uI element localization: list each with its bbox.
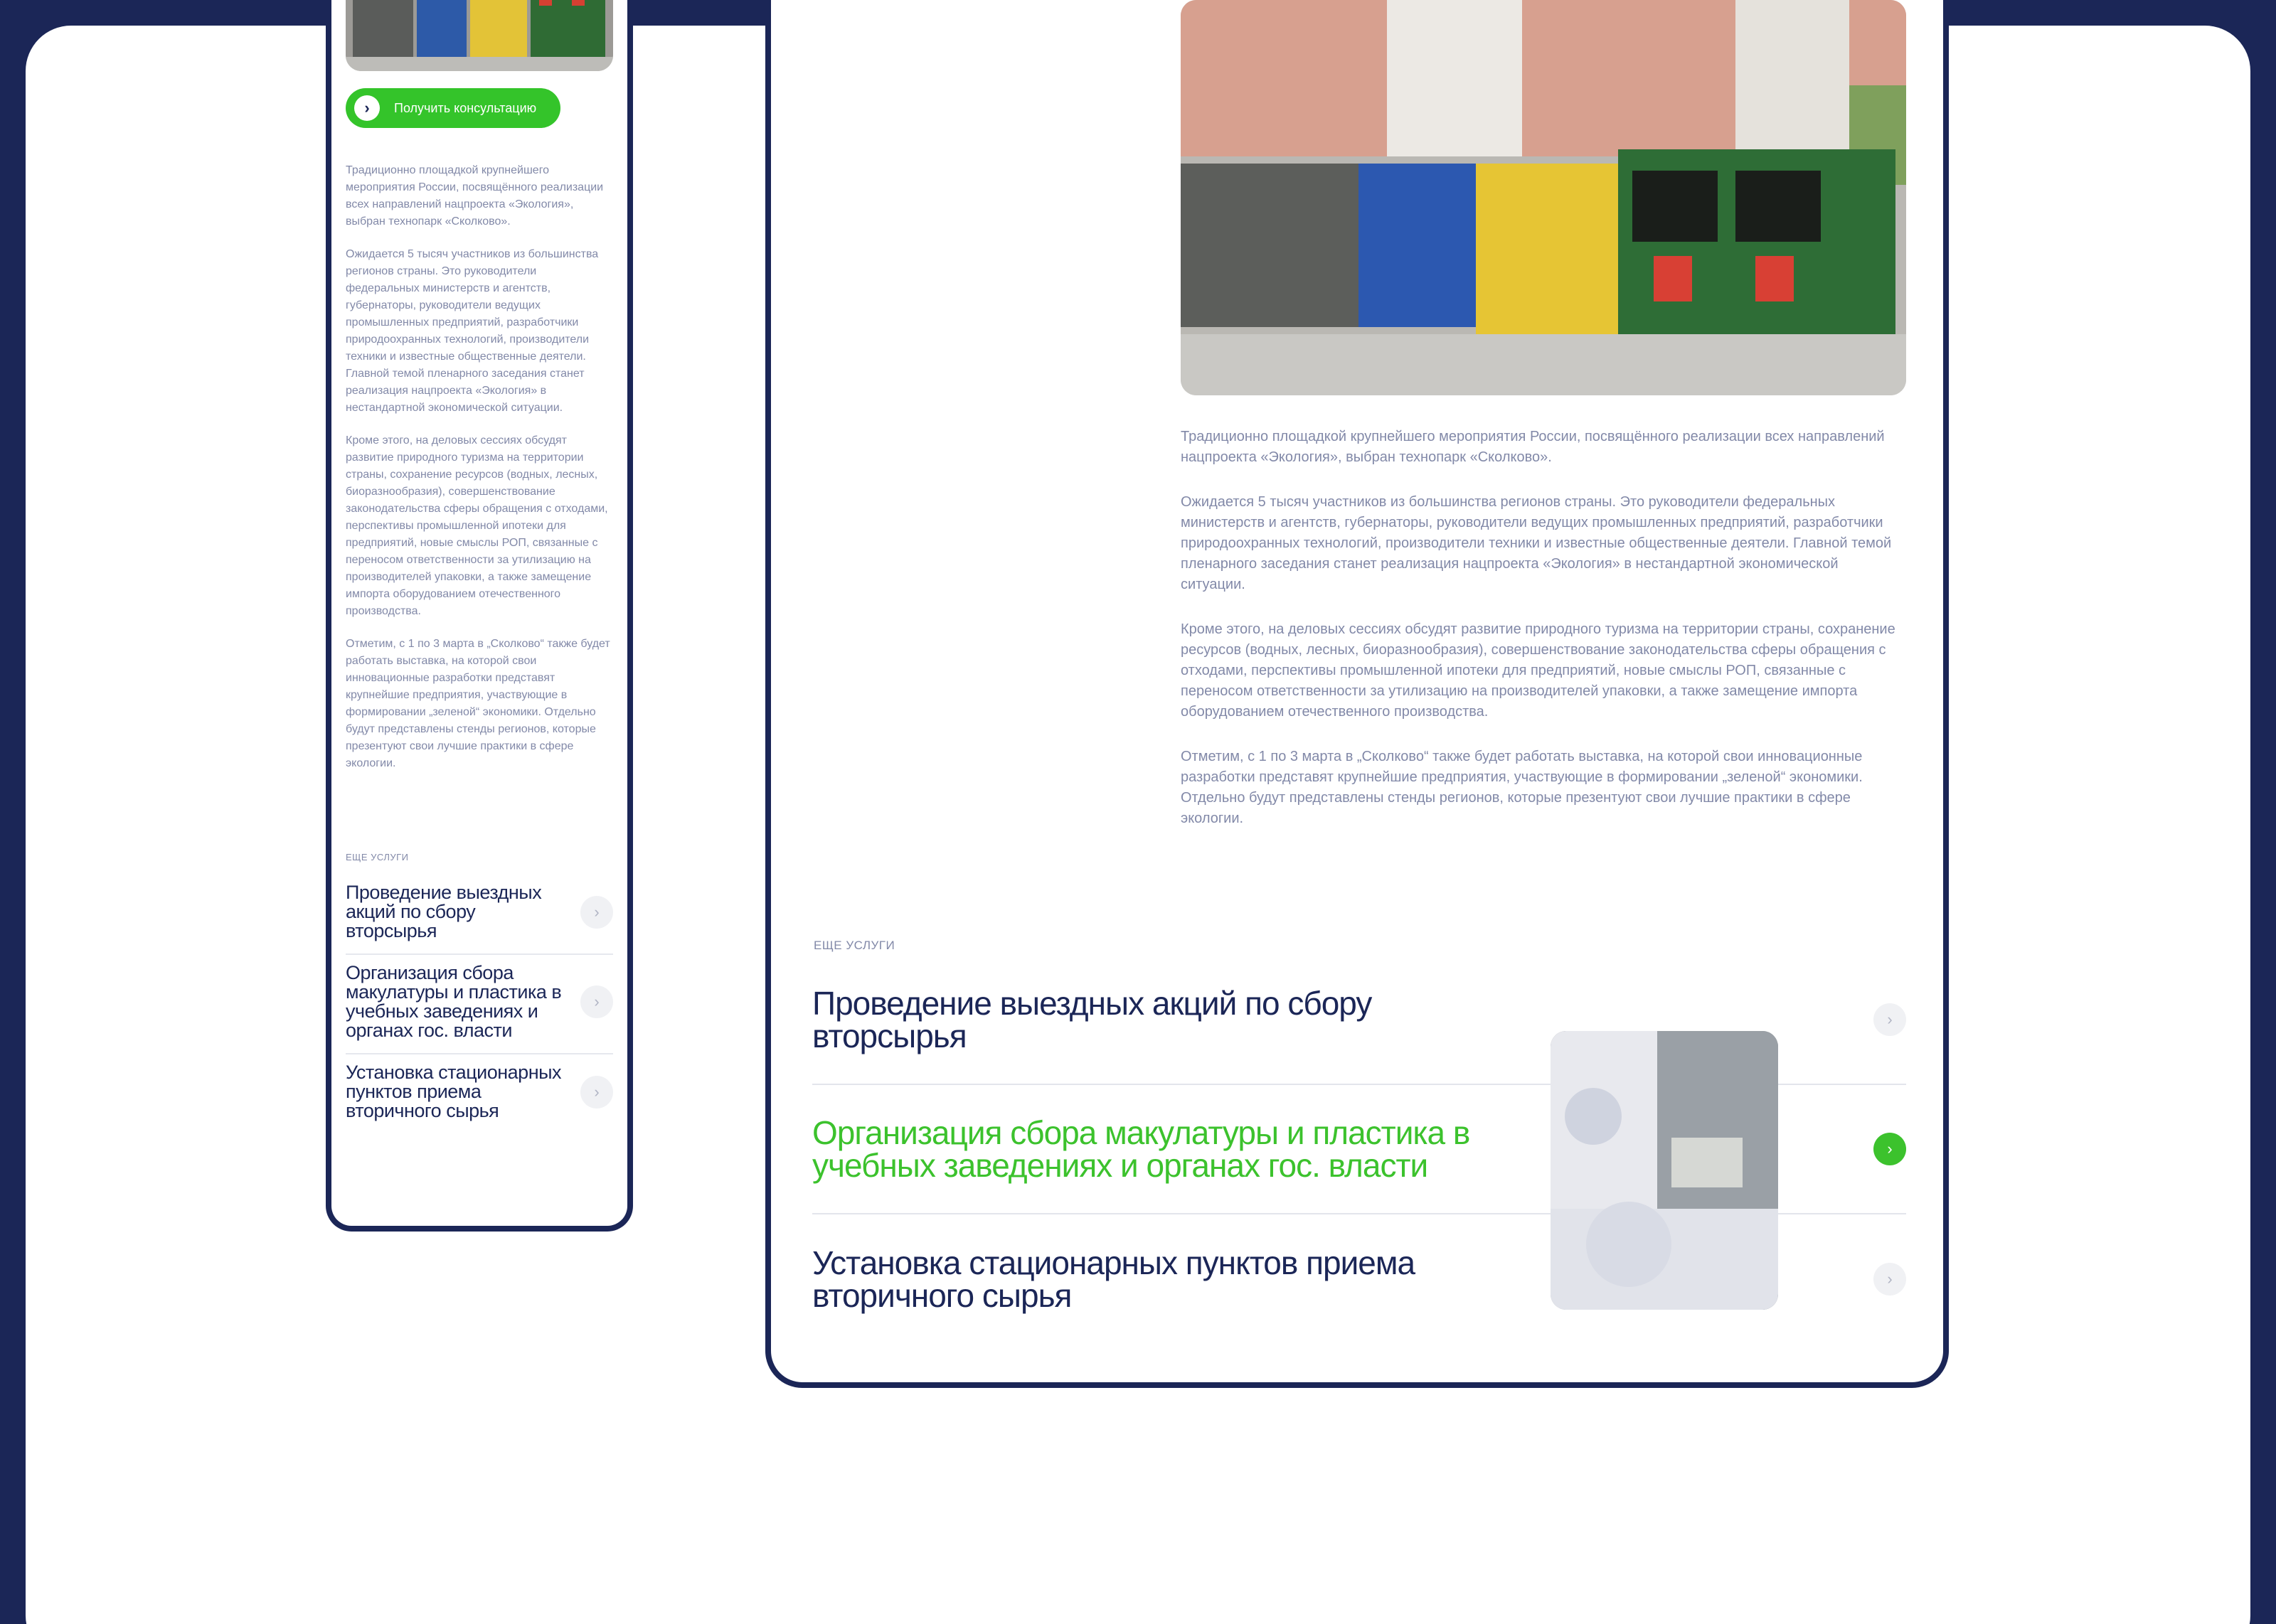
- service-preview-image: [1551, 1031, 1778, 1310]
- services-list: [346, 875, 613, 1133]
- service-title: Установка стационарных пунктов приема вторичного сырья: [812, 1244, 1415, 1314]
- more-services-label: ЕЩЕ УСЛУГИ: [814, 939, 895, 952]
- article-text: [1181, 427, 1906, 853]
- chevron-right-icon[interactable]: ›: [580, 896, 613, 929]
- desktop-mockup: [765, 0, 1949, 1388]
- service-title: Проведение выездных акций по сбору вторсырья: [346, 882, 542, 941]
- consult-button[interactable]: [346, 88, 560, 128]
- paragraph: Ожидается 5 тысяч участников из большинства регионов страны. Это руководители федеральных министерств и агентств, губернаторы, руководители ведущих промышленных предприятий, разработчики природоохранных технологий, производители техники и известные общественные деятели. Главной темой пленарного заседания станет реализация нацпроекта «Экология» в нестандартной экономической ситуации.: [1181, 494, 1892, 592]
- paragraph: Отметим, с 1 по 3 марта в „Сколково“ также будет работать выставка, на которой свои инновационные разработки представят крупнейшие предприятия, участвующие в формировании „зеленой“ экономики. Отдельно будут представлены стенды регионов, которые презентуют свои лучшие практики в сфере экологии.: [1181, 749, 1863, 826]
- chevron-right-icon[interactable]: ›: [580, 985, 613, 1018]
- service-item[interactable]: [346, 955, 613, 1054]
- paragraph: Традиционно площадкой крупнейшего мероприятия России, посвящённого реализации всех направлений нацпроекта «Экология», выбран технопарк «Сколково».: [1181, 429, 1885, 465]
- chevron-right-icon[interactable]: ›: [580, 1076, 613, 1109]
- service-title: Организация сбора макулатуры и пластика в учебных заведениях и органах гос. власти: [812, 1114, 1470, 1184]
- chevron-right-icon[interactable]: ›: [1873, 1133, 1906, 1165]
- service-title: Установка стационарных пунктов приема вторичного сырья: [346, 1062, 562, 1121]
- recycling-bins-photo: [1181, 0, 1906, 395]
- more-services-label: ЕЩЕ УСЛУГИ: [346, 852, 409, 862]
- article-text: [346, 162, 613, 788]
- service-item[interactable]: [346, 1054, 613, 1133]
- paragraph: Ожидается 5 тысяч участников из большинства регионов страны. Это руководители федеральных министерств и агентств, губернаторы, руководители ведущих промышленных предприятий, разработчики природоохранных технологий, производители техники и известные общественные деятели. Главной темой пленарного заседания станет реализация нацпроекта «Экология» в нестандартной экономической ситуации.: [346, 248, 599, 414]
- paragraph: Кроме этого, на деловых сессиях обсудят развитие природного туризма на территории страны, сохранение ресурсов (водных, лесных, биоразнообразия), совершенствование законодательства сферы обращения с отходами, перспективы промышленной ипотеки для предприятий, новые смыслы РОП, связанные с переносом ответственности за утилизацию на производителей упаковки, а также замещение импорта оборудованием отечественного производства.: [1181, 621, 1895, 720]
- mobile-mockup: [326, 0, 633, 1232]
- chevron-right-icon[interactable]: ›: [1873, 1263, 1906, 1296]
- paragraph: Традиционно площадкой крупнейшего мероприятия России, посвящённого реализации всех направлений нацпроекта «Экология», выбран технопарк «Сколково».: [346, 164, 604, 228]
- paragraph: Отметим, с 1 по 3 марта в „Сколково“ также будет работать выставка, на которой свои инновационные разработки представят крупнейшие предприятия, участвующие в формировании „зеленой“ экономики. Отдельно будут представлены стенды регионов, которые презентуют свои лучшие практики в сфере экологии.: [346, 638, 610, 769]
- service-title: Организация сбора макулатуры и пластика в учебных заведениях и органах гос. власти: [346, 962, 562, 1041]
- consult-button-label: Получить консультацию: [394, 100, 537, 115]
- recycling-bins-photo: [346, 0, 613, 71]
- chevron-right-icon[interactable]: ›: [1873, 1003, 1906, 1036]
- chevron-right-icon: ›: [354, 95, 380, 121]
- service-title: Проведение выездных акций по сбору вторсырья: [812, 985, 1372, 1054]
- service-item[interactable]: [346, 875, 613, 955]
- paragraph: Кроме этого, на деловых сессиях обсудят развитие природного туризма на территории страны, сохранение ресурсов (водных, лесных, биоразнообразия), совершенствование законодательства сферы обращения с отходами, перспективы промышленной ипотеки для предприятий, новые смыслы РОП, связанные с переносом ответственности за утилизацию на производителей упаковки, а также замещение импорта оборудованием отечественного производства.: [346, 434, 608, 617]
